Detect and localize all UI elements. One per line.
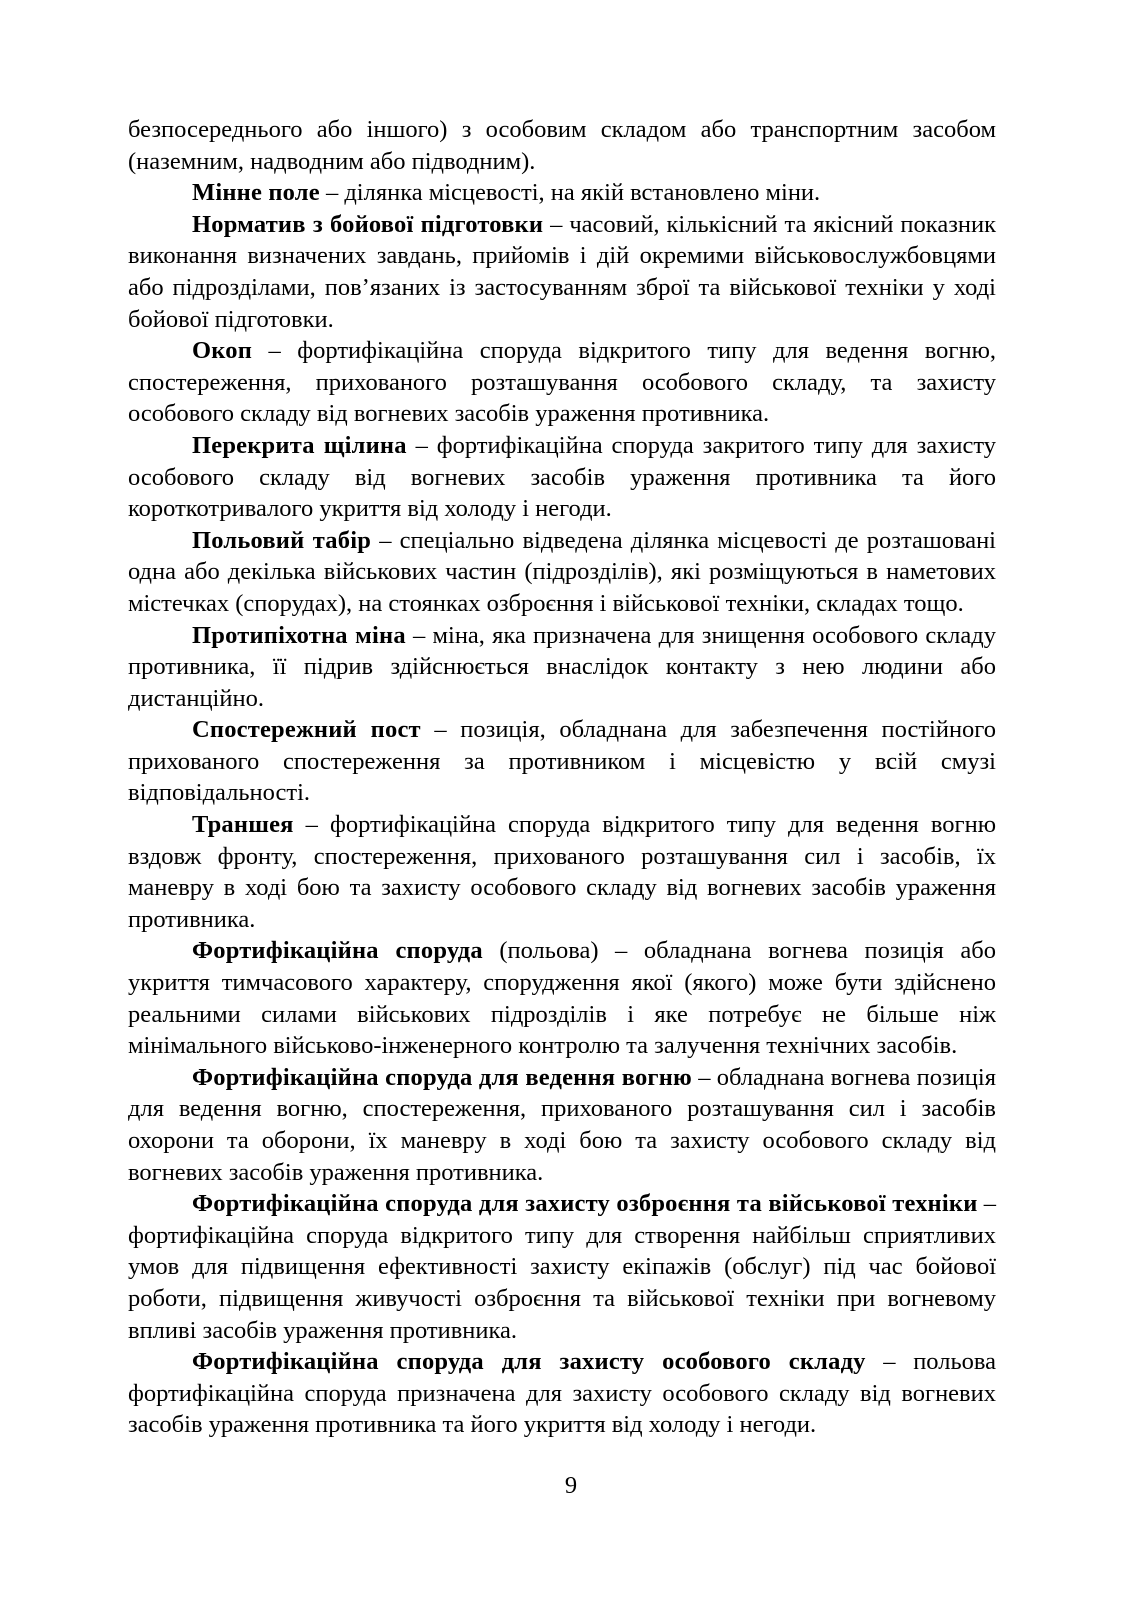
glossary-term: Фортифікаційна споруда для захисту озброєння та військової техніки [192,1190,978,1218]
glossary-definition: (польова) – обладнана вогнева позиція або укриття тимчасового характеру, спорудження якої (якого) може бути здійснено реальними силами військових підрозділів і яке потребує не більше ніж мінімального військово-інженерного контролю та залучення технічних засобів. [128,937,996,1060]
continuation-text: безпосереднього або іншого) з особовим складом або транспортним засобом (наземним, надводним або підводним). [128,116,996,175]
glossary-entry-minne-pole [128,177,996,209]
glossary-term: Спостережний пост [192,716,421,744]
glossary-definition: – фортифікаційна споруда відкритого типу для ведення вогню вздовж фронту, спостереження, прихованого розташування сил і засобів, їх маневру в ході бою та захисту особового складу від вогневих засобів ураження противника. [128,811,996,933]
glossary-term: Польовий табір [192,526,372,554]
glossary-entry-polovyi-tabir [128,525,996,620]
glossary-entry-protypikhotna-mina [128,620,996,715]
glossary-entry-fortyfikatsiyna-sporuda-dlya-vedennya-vohnyu [128,1062,996,1188]
continuation-paragraph [128,114,996,177]
page-text-body [128,114,996,1441]
glossary-term: Фортифікаційна споруда для ведення вогню [192,1063,692,1091]
glossary-entry-perekryta-shchilyna [128,430,996,525]
glossary-definition: – спеціально відведена ділянка місцевості де розташовані одна або декілька військових частин (підрозділів), які розміщуються в наметових містечках (спорудах), на стоянках озброєння і військової техніки, складах тощо. [128,526,996,617]
glossary-definition: – фортифікаційна споруда закритого типу для захисту особового складу від вогневих засобів ураження противника та його короткотривалого укриття від холоду і негоди. [128,431,996,523]
glossary-definition: – міна, яка призначена для знищення особового складу противника, її підрив здійснюється внаслідок контакту з нею людини або дистанційно. [128,621,996,712]
glossary-term: Протипіхотна міна [192,621,406,649]
glossary-definition: – польова фортифікаційна споруда призначена для захисту особового складу від вогневих засобів ураження противника та його укриття від холоду і негоди. [128,1348,996,1439]
page-number: 9 [564,1472,578,1499]
glossary-term: Перекрита щілина [192,431,407,459]
glossary-definition: – фортифікаційна споруда відкритого типу для створення найбільш сприятливих умов для підвищення ефективності захисту екіпажів (обслуг) під час бойової роботи, підвищення живучості озброєння та військової техніки при вогневому впливі засобів ураження противника. [128,1190,997,1344]
glossary-definition: – фортифікаційна споруда відкритого типу для ведення вогню, спостереження, прихованого розташування особового складу, та захисту особового складу від вогневих засобів ураження противника. [128,337,996,428]
glossary-entry-transheya [128,809,996,935]
glossary-definition: – позиція, обладнана для забезпечення постійного прихованого спостереження за противником і місцевістю у всій смузі відповідальності. [128,716,996,807]
glossary-entry-normatyv-z-boyovoyi-pidhotovky [128,209,996,335]
glossary-term: Окоп [192,337,253,365]
glossary-definition: – обладнана вогнева позиція для ведення вогню, спостереження, прихованого розташування сил і засобів охорони та оборони, їх маневру в ході бою та захисту особового складу від вогневих засобів ураження противника. [128,1063,996,1186]
glossary-term: Фортифікаційна споруда [192,937,483,965]
glossary-entry-sposterezhnyi-post [128,714,996,809]
glossary-entry-fortyfikatsiyna-sporuda-dlya-zakhystu-osobovoho-skladu [128,1346,996,1441]
glossary-entry-okop [128,335,996,430]
glossary-term: Норматив з бойової підготовки [192,210,544,238]
glossary-term: Фортифікаційна споруда для захисту особового складу [192,1348,866,1376]
glossary-definition: – часовий, кількісний та якісний показник виконання визначених завдань, прийомів і дій окремими військовослужбовцями або підрозділами, пов’язаних із застосуванням зброї та військової техніки у ході бойової підготовки. [128,210,996,333]
glossary-entry-fortyfikatsiyna-sporuda-polova [128,935,996,1061]
glossary-definition: – ділянка місцевості, на якій встановлено міни. [319,179,821,207]
glossary-term: Мінне поле [192,179,320,207]
glossary-entry-fortyfikatsiyna-sporuda-dlya-zakhystu-ozbroyennya [128,1188,996,1346]
glossary-term: Траншея [192,811,294,839]
